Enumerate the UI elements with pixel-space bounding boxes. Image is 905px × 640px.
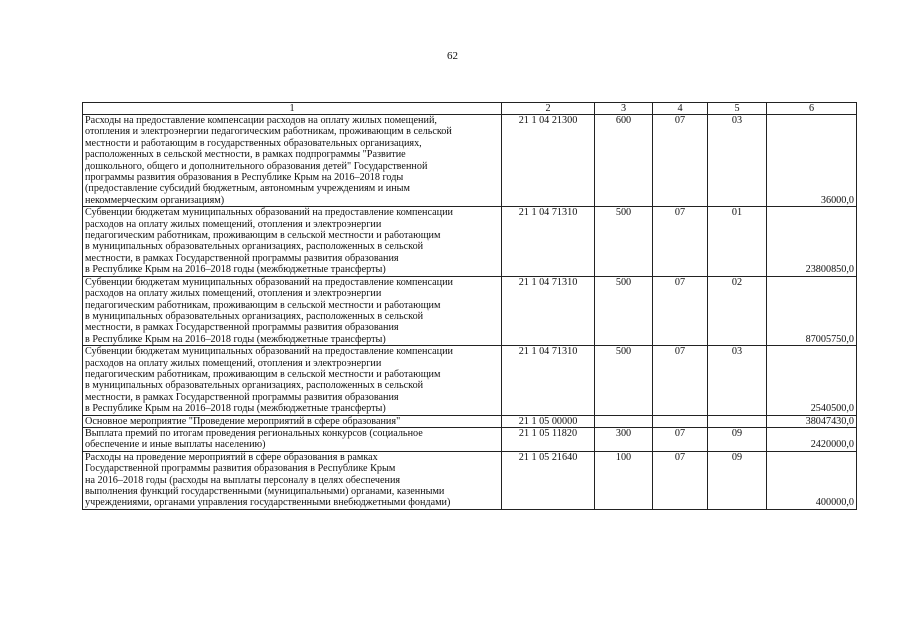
description-line: в Республике Крым на 2016–2018 годы (межбюджетные трансферты) (85, 403, 386, 415)
row-col3: 500 (595, 207, 653, 276)
description-line: выполнения функций государственными (муниципальными) органами, казенными (85, 486, 445, 497)
row-amount: 2420000,0 (767, 427, 857, 451)
row-col5: 09 (708, 451, 767, 509)
description-line: дошкольного, общего и дополнительного образования детей" Государственной (85, 160, 428, 172)
row-col4: 07 (653, 427, 708, 451)
description-line: (предоставление субсидий бюджетным, автономным учреждениям и иным (85, 183, 410, 195)
row-col4: 07 (653, 451, 708, 509)
row-col4: 07 (653, 346, 708, 415)
row-code: 21 1 04 71310 (502, 207, 595, 276)
row-col5: 09 (708, 427, 767, 451)
row-col5 (708, 415, 767, 427)
row-description (83, 207, 502, 276)
description-line: некоммерческим организациям) (85, 194, 225, 206)
description-line: в муниципальных образовательных организациях, расположенных в сельской (85, 241, 424, 253)
description-line: Расходы на предоставление компенсации расходов на оплату жилых помещений, (85, 115, 437, 126)
description-line: педагогическим работникам, проживающим в сельской местности и работающим (85, 299, 441, 311)
row-code: 21 1 05 00000 (502, 415, 595, 427)
header-cell-6: 6 (767, 103, 857, 115)
description-line: Расходы на проведение мероприятий в сфере образования в рамках (85, 451, 378, 463)
row-amount: 38047430,0 (767, 415, 857, 427)
description-line: Выплата премий по итогам проведения региональных конкурсов (социальное (85, 427, 423, 439)
description-line: в муниципальных образовательных организациях, расположенных в сельской (85, 380, 424, 392)
header-cell-3: 3 (595, 103, 653, 115)
row-col3: 100 (595, 451, 653, 509)
description-line: учреждениями, органами управления государственными внебюджетными фондами) (85, 497, 451, 509)
description-line: педагогическим работникам, проживающим в сельской местности и работающим (85, 368, 441, 380)
page-number: 62 (447, 50, 458, 62)
description-line: Субвенции бюджетам муниципальных образований на предоставление компенсации (85, 207, 454, 219)
row-col4 (653, 415, 708, 427)
row-code: 21 1 04 71310 (502, 276, 595, 345)
table-row (83, 427, 857, 451)
description-line: обеспечение и иные выплаты населению) (85, 439, 266, 451)
row-col5: 01 (708, 207, 767, 276)
description-line: Субвенции бюджетам муниципальных образований на предоставление компенсации (85, 346, 454, 358)
row-description (83, 115, 502, 207)
description-line: Субвенции бюджетам муниципальных образований на предоставление компенсации (85, 276, 454, 288)
row-description (83, 451, 502, 509)
row-col3: 300 (595, 427, 653, 451)
row-amount: 400000,0 (767, 451, 857, 509)
description-line: расходов на оплату жилых помещений, отопления и электроэнергии (85, 288, 382, 300)
description-line: отопления и электроэнергии педагогическим работникам, проживающим в сельской (85, 126, 452, 138)
row-code: 21 1 04 71310 (502, 346, 595, 415)
table-row (83, 346, 857, 415)
description-line: в Республике Крым на 2016–2018 годы (межбюджетные трансферты) (85, 333, 386, 345)
row-col3: 500 (595, 276, 653, 345)
table-row (83, 115, 857, 207)
row-code: 21 1 04 21300 (502, 115, 595, 207)
row-col5: 03 (708, 115, 767, 207)
row-amount: 23800850,0 (767, 207, 857, 276)
description-line: местности, в рамках Государственной программы развития образования (85, 252, 399, 264)
row-col3 (595, 415, 653, 427)
table-row (83, 451, 857, 509)
description-line: в муниципальных образовательных организациях, расположенных в сельской (85, 310, 424, 322)
row-amount: 2540500,0 (767, 346, 857, 415)
row-description (83, 415, 502, 427)
description-line: расположенных в сельской местности, в рамках подпрограммы "Развитие (85, 149, 406, 161)
row-col3: 600 (595, 115, 653, 207)
description-line: программы развития образования в Республике Крым на 2016–2018 годы (85, 172, 404, 184)
header-cell-2: 2 (502, 103, 595, 115)
row-code: 21 1 05 11820 (502, 427, 595, 451)
budget-table (82, 102, 857, 510)
header-row (83, 103, 857, 115)
row-col5: 02 (708, 276, 767, 345)
description-line: расходов на оплату жилых помещений, отопления и электроэнергии (85, 357, 382, 369)
row-amount: 36000,0 (767, 115, 857, 207)
description-line: педагогическим работникам, проживающим в сельской местности и работающим (85, 230, 441, 242)
description-line: на 2016–2018 годы (расходы на выплаты персоналу в целях обеспечения (85, 474, 401, 486)
row-description (83, 346, 502, 415)
header-cell-5: 5 (708, 103, 767, 115)
description-line: Основное мероприятие "Проведение мероприятий в сфере образования" (85, 415, 401, 427)
row-col4: 07 (653, 115, 708, 207)
description-line: местности и работающим в государственных образовательных организациях, (85, 137, 422, 149)
description-line: расходов на оплату жилых помещений, отопления и электроэнергии (85, 218, 382, 230)
row-code: 21 1 05 21640 (502, 451, 595, 509)
description-line: в Республике Крым на 2016–2018 годы (межбюджетные трансферты) (85, 264, 386, 276)
description-line: местности, в рамках Государственной программы развития образования (85, 391, 399, 403)
row-description (83, 427, 502, 451)
row-description (83, 276, 502, 345)
row-col4: 07 (653, 276, 708, 345)
row-col5: 03 (708, 346, 767, 415)
description-line: местности, в рамках Государственной программы развития образования (85, 322, 399, 334)
row-col3: 500 (595, 346, 653, 415)
table-row (83, 276, 857, 345)
description-line: Государственной программы развития образования в Республике Крым (85, 463, 396, 475)
table-row (83, 415, 857, 427)
row-amount: 87005750,0 (767, 276, 857, 345)
budget-table-body (83, 103, 857, 510)
header-cell-1: 1 (83, 103, 502, 115)
table-row (83, 207, 857, 276)
header-cell-4: 4 (653, 103, 708, 115)
row-col4: 07 (653, 207, 708, 276)
